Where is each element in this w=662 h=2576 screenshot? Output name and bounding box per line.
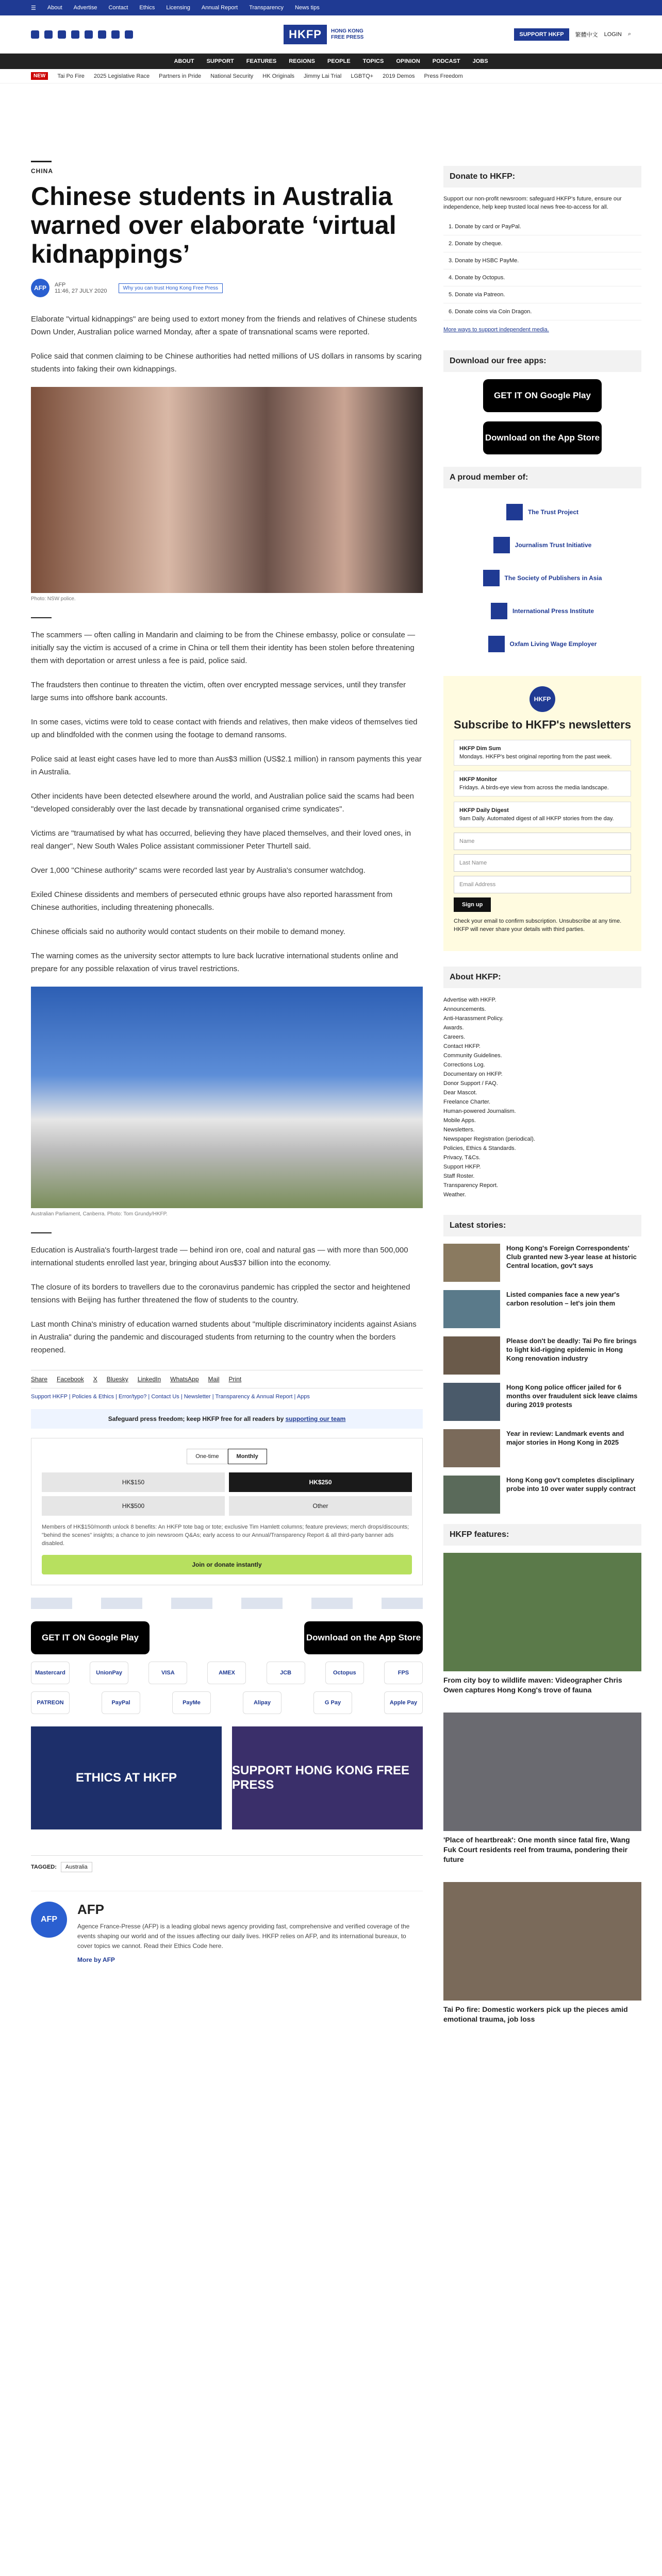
- member-title: A proud member of:: [443, 467, 641, 488]
- member-logo[interactable]: [443, 562, 641, 595]
- feature-story[interactable]: [443, 1553, 641, 1695]
- author-box: [31, 1891, 423, 1965]
- support-button[interactable]: SUPPORT HKFP: [514, 28, 569, 41]
- divider: [31, 617, 52, 618]
- trending-link[interactable]: Jimmy Lai Trial: [304, 73, 342, 79]
- features-title: HKFP features:: [443, 1524, 641, 1546]
- trending-link[interactable]: LGBTQ+: [351, 73, 374, 79]
- paypal-icon: PayPal: [102, 1691, 140, 1714]
- newsletter-option[interactable]: [454, 802, 631, 827]
- one-time-toggle[interactable]: One-time: [187, 1449, 227, 1464]
- byline: [31, 279, 423, 297]
- paragraph: Elaborate "virtual kidnappings" are being used to extort money from the friends and relatives of Chinese students Down Under, Australian police warned Monday, after a spate of transnational scams were reported.: [31, 315, 417, 336]
- story-thumbnail: [443, 1336, 500, 1375]
- about-link[interactable]: Awards.: [443, 1025, 464, 1031]
- sopa-icon: [483, 570, 500, 586]
- about-link[interactable]: Newsletters.: [443, 1127, 475, 1133]
- youtube-icon[interactable]: [71, 30, 79, 39]
- paragraph: Education is Australia's fourth-largest trade — behind iron ore, coal and natural gas — with more than 500,000 international students enrolled last year, bringing about Aus$37 billion into the economy.: [31, 1246, 408, 1267]
- patreon-icon: PATREON: [31, 1691, 70, 1714]
- donate-list: [443, 218, 641, 320]
- newsletter-title: Subscribe to HKFP's newsletters: [454, 718, 631, 731]
- trending-link[interactable]: Partners in Pride: [159, 73, 202, 79]
- paragraph: Police said at least eight cases have led to more than Aus$3 million (US$2.1 million) in ransom payments this year in Australia.: [31, 755, 422, 776]
- amex-icon: AMEX: [207, 1662, 246, 1684]
- apps-title: Download our free apps:: [443, 350, 641, 372]
- header-actions: [514, 28, 631, 41]
- paragraph: In some cases, victims were told to cease contact with friends and relatives, then make videos of themselves tied up and blindfolded with the conmen using the footage to demand ransoms.: [31, 718, 418, 739]
- feature-image: [443, 1553, 641, 1671]
- publish-date: 11:46, 27 JULY 2020: [55, 288, 107, 294]
- feature-story[interactable]: [443, 1882, 641, 2024]
- paragraph: Chinese officials said no authority would contact students on their mobile to demand money.: [31, 927, 345, 936]
- policy-links[interactable]: Support HKFP | Policies & Ethics | Error/typo? | Contact Us | Newsletter | Transparency & Annual Report | Apps: [31, 1394, 310, 1400]
- about-link[interactable]: Corrections Log.: [443, 1062, 485, 1068]
- google-play-button[interactable]: GET IT ON Google Play: [483, 379, 602, 412]
- jti-icon: [493, 537, 510, 553]
- paragraph: The warning comes as the university sector attempts to lure back lucrative international students online and prepare for any possible relaxation of virus travel restrictions.: [31, 952, 399, 973]
- topbar-advertise[interactable]: Advertise: [73, 5, 97, 11]
- hkfp-logo: HKFP: [529, 686, 555, 712]
- author-avatar[interactable]: AFP: [31, 279, 49, 297]
- about-link[interactable]: Contact HKFP.: [443, 1043, 481, 1049]
- newsletter-desc: 9am Daily. Automated digest of all HKFP stories from the day.: [459, 816, 614, 822]
- gpay-icon: G Pay: [313, 1691, 352, 1714]
- app-store-row: [31, 1621, 423, 1654]
- menu-icon[interactable]: ☰: [31, 5, 36, 11]
- paragraph: Exiled Chinese dissidents and members of persecuted ethnic groups have also reported harassment from Chinese authorities, including threatening phonecalls.: [31, 890, 393, 912]
- search-icon[interactable]: ⌕: [627, 31, 631, 37]
- latest-story[interactable]: [443, 1244, 641, 1282]
- threads-icon[interactable]: [85, 30, 93, 39]
- nav-opinion[interactable]: OPINION: [396, 58, 420, 64]
- facebook-icon[interactable]: [31, 30, 39, 39]
- newsletter-option[interactable]: [454, 771, 631, 796]
- mastercard-icon: Mastercard: [31, 1662, 70, 1684]
- photo-caption: Photo: NSW police.: [31, 596, 76, 602]
- photo-caption: Australian Parliament, Canberra. Photo: Tom Grundy/HKFP.: [31, 1211, 168, 1217]
- telegram-icon[interactable]: [98, 30, 106, 39]
- share-linkedin[interactable]: LinkedIn: [137, 1376, 161, 1383]
- category-label[interactable]: CHINA: [31, 167, 53, 175]
- rss-icon[interactable]: [125, 30, 133, 39]
- about-list: [443, 995, 641, 1199]
- article-title: Chinese students in Australia warned over elaborate ‘virtual kidnappings’: [31, 182, 396, 268]
- donate-option[interactable]: 1. Donate by card or PayPal.: [443, 218, 641, 235]
- unionpay-icon: UnionPay: [90, 1662, 128, 1684]
- payme-icon: PayMe: [172, 1691, 211, 1714]
- about-link[interactable]: Human-powered Journalism.: [443, 1108, 516, 1114]
- donate-option[interactable]: 3. Donate by HSBC PayMe.: [443, 252, 641, 269]
- last-name-field[interactable]: Last Name: [454, 854, 631, 872]
- latest-story[interactable]: [443, 1383, 641, 1421]
- language-link[interactable]: 繁體中文: [575, 31, 598, 38]
- donate-widget: [31, 1438, 423, 1585]
- trending-link[interactable]: HK Originals: [262, 73, 295, 79]
- tags-row: [31, 1855, 423, 1870]
- support-video[interactable]: SUPPORT HONG KONG FREE PRESS: [232, 1726, 423, 1829]
- fps-icon: FPS: [384, 1662, 423, 1684]
- more-ways-link[interactable]: More ways to support independent media.: [443, 327, 549, 333]
- member-logo[interactable]: [443, 529, 641, 562]
- latest-title: Latest stories:: [443, 1215, 641, 1236]
- story-title: Hong Kong gov't completes disciplinary probe into 10 over water supply contract: [506, 1476, 636, 1493]
- nav-support[interactable]: SUPPORT: [206, 58, 234, 64]
- paragraph: Police said that conmen claiming to be Chinese authorities had netted millions of US dollars in ransoms by scaring students into faking their own kidnappings.: [31, 352, 422, 374]
- paragraph: The closure of its borders to travellers due to the coronavirus pandemic has crippled the sector and heightened tensions with Beijing has further threatened the flow of students to the country.: [31, 1283, 410, 1304]
- login-link[interactable]: LOGIN: [604, 31, 622, 38]
- sidebar: [443, 83, 641, 2042]
- feature-story[interactable]: [443, 1713, 641, 1865]
- donate-title: Donate to HKFP:: [443, 166, 641, 188]
- x-icon[interactable]: [44, 30, 53, 39]
- story-title: Please don't be deadly: Tai Po fire brings to light kid-rigging epidemic in Hong Kong renovation industry: [506, 1337, 637, 1362]
- author-name: AFP: [77, 1902, 104, 1917]
- feature-title: 'Place of heartbreak': One month since fatal fire, Wang Fuk Court residents reel from trauma, pondering their future: [443, 1836, 630, 1863]
- logo-line-2: FREE PRESS: [330, 34, 364, 40]
- share-bar: [31, 1370, 423, 1388]
- author-bio: Agence France-Presse (AFP) is a leading global news agency providing fast, comprehensive and verified coverage of the events shaping our world and of the issues affecting our daily lives. HKFP relies on AFP, and its international bureaux, to cover topics we cannot. Read their Ethics Code here.: [77, 1923, 410, 1950]
- email-field[interactable]: Email Address: [454, 876, 631, 893]
- oxfam-icon: [488, 636, 505, 652]
- about-title: About HKFP:: [443, 967, 641, 988]
- trending-link[interactable]: National Security: [210, 73, 254, 79]
- latest-story[interactable]: [443, 1290, 641, 1328]
- story-title: Year in review: Landmark events and major stories in Hong Kong in 2025: [506, 1430, 624, 1446]
- about-link[interactable]: Announcements.: [443, 1006, 486, 1012]
- site-logo[interactable]: [284, 25, 363, 44]
- frequency-toggle: [42, 1449, 412, 1464]
- site-header: [0, 15, 662, 54]
- feature-title: From city boy to wildlife maven: Videographer Chris Owen captures Hong Kong's trove of fauna: [443, 1676, 622, 1694]
- safeguard-text: Safeguard press freedom; keep HKFP free for all readers by: [108, 1415, 286, 1422]
- member-name: Journalism Trust Initiative: [515, 541, 592, 549]
- feature-title: Tai Po fire: Domestic workers pick up the pieces amid emotional trauma, job loss: [443, 2005, 628, 2023]
- share-x[interactable]: X: [93, 1376, 97, 1383]
- story-thumbnail: [443, 1429, 500, 1467]
- nav-people[interactable]: PEOPLE: [327, 58, 351, 64]
- about-link[interactable]: Documentary on HKFP.: [443, 1071, 503, 1077]
- divider: [31, 161, 52, 162]
- tags-label: TAGGED:: [31, 1864, 57, 1870]
- partner-logo: [31, 1598, 72, 1609]
- membership-note: Members of HK$150/month unlock 8 benefits: An HKFP tote bag or tote; exclusive Tim Hamlett columns; feature previews; merch drops/discounts; "behind the scenes" insights; a chance to join newsroom Q&As; early access to our Annual/Transparency Report & all third-party banner ads disabled.: [42, 1524, 409, 1547]
- ethics-video[interactable]: ETHICS AT HKFP: [31, 1726, 222, 1829]
- author-avatar-large[interactable]: AFP: [31, 1902, 67, 1938]
- google-play-button[interactable]: GET IT ON Google Play: [31, 1621, 150, 1654]
- nav-regions[interactable]: REGIONS: [289, 58, 315, 64]
- donate-option[interactable]: 4. Donate by Octopus.: [443, 269, 641, 286]
- payment-methods-2: [31, 1691, 423, 1714]
- share-print[interactable]: Print: [228, 1376, 242, 1383]
- amount-options: [42, 1472, 412, 1516]
- more-by-author-link[interactable]: More by AFP: [77, 1956, 115, 1963]
- top-bar: [0, 0, 662, 15]
- nav-jobs[interactable]: JOBS: [472, 58, 488, 64]
- join-button[interactable]: Join or donate instantly: [42, 1555, 412, 1574]
- topbar-ethics[interactable]: Ethics: [139, 5, 155, 11]
- visa-icon: VISA: [148, 1662, 187, 1684]
- paragraph: Other incidents have been detected elsewhere around the world, and Australian police said the scams had been "developed considerably over the last decade by transnational organised crime syndicates".: [31, 792, 414, 814]
- latest-story[interactable]: [443, 1476, 641, 1514]
- partner-logo: [382, 1598, 423, 1609]
- article: [31, 83, 423, 2042]
- nav-features[interactable]: FEATURES: [246, 58, 277, 64]
- member-name: The Trust Project: [527, 509, 579, 516]
- about-link[interactable]: Community Guidelines.: [443, 1053, 502, 1059]
- jcb-icon: JCB: [267, 1662, 305, 1684]
- topbar-transparency[interactable]: Transparency: [249, 5, 284, 11]
- trending-link[interactable]: Press Freedom: [424, 73, 463, 79]
- instagram-icon[interactable]: [58, 30, 66, 39]
- safeguard-banner: [31, 1409, 423, 1429]
- app-store-button[interactable]: Download on the App Store: [483, 421, 602, 454]
- paragraph: The scammers — often calling in Mandarin and claiming to be from the Chinese embassy, police or consulate — initially say the victim is accused of a crime in China or tell them their identity has been stolen before threatening them with deportation or arrest unless a fee is paid, police said.: [31, 631, 416, 665]
- share-bluesky[interactable]: Bluesky: [106, 1376, 128, 1383]
- topbar-about[interactable]: About: [47, 5, 62, 11]
- story-thumbnail: [443, 1476, 500, 1514]
- topbar-licensing[interactable]: Licensing: [166, 5, 190, 11]
- about-link[interactable]: Freelance Charter.: [443, 1099, 491, 1105]
- topbar-news-tips[interactable]: News tips: [295, 5, 320, 11]
- nav-podcast[interactable]: PODCAST: [432, 58, 460, 64]
- monthly-toggle[interactable]: Monthly: [228, 1449, 267, 1464]
- app-store-button[interactable]: Download on the App Store: [304, 1621, 423, 1654]
- paragraph: The fraudsters then continue to threaten the victim, often over encrypted message services, until they transfer large sums into offshore bank accounts.: [31, 681, 406, 702]
- logo-text: [331, 28, 363, 41]
- nav-topics[interactable]: TOPICS: [362, 58, 384, 64]
- author-info: [77, 1902, 423, 1965]
- article-photo: [31, 387, 423, 593]
- payment-methods-1: [31, 1662, 423, 1684]
- octopus-icon: Octopus: [325, 1662, 364, 1684]
- feature-image: [443, 1713, 641, 1831]
- about-link[interactable]: Newspaper Registration (periodical).: [443, 1136, 535, 1142]
- newsletter-desc: Mondays. HKFP's best original reporting from the past week.: [459, 754, 612, 760]
- tag[interactable]: Australia: [61, 1862, 92, 1872]
- about-link[interactable]: Advertise with HKFP.: [443, 997, 496, 1003]
- amount-option[interactable]: Other: [229, 1496, 412, 1516]
- trending-link[interactable]: 2025 Legislative Race: [93, 73, 150, 79]
- about-link[interactable]: Dear Mascot.: [443, 1090, 477, 1096]
- about-link[interactable]: Anti-Harassment Policy.: [443, 1015, 504, 1022]
- member-name: International Press Institute: [512, 607, 594, 615]
- story-thumbnail: [443, 1244, 500, 1282]
- topbar-contact[interactable]: Contact: [108, 5, 128, 11]
- partner-logo: [241, 1598, 283, 1609]
- donate-option[interactable]: 6. Donate coins via Coin Dragon.: [443, 303, 641, 320]
- paragraph: Last month China's ministry of education warned students about "multiple discriminatory incidents against Asians in Australia" during the pandemic and discouraged students from returning to the country when the borders reopened.: [31, 1320, 417, 1354]
- name-field[interactable]: Name: [454, 833, 631, 850]
- share-label: Share: [31, 1376, 48, 1383]
- mail-icon[interactable]: [111, 30, 120, 39]
- partner-logo: [311, 1598, 353, 1609]
- signup-button[interactable]: Sign up: [454, 897, 491, 912]
- share-mail[interactable]: Mail: [208, 1376, 220, 1383]
- promo-videos: [31, 1726, 423, 1829]
- about-link[interactable]: Privacy, T&Cs.: [443, 1155, 481, 1161]
- story-thumbnail: [443, 1383, 500, 1421]
- divider: [31, 1232, 52, 1233]
- trending-link[interactable]: Tai Po Fire: [57, 73, 85, 79]
- author-name[interactable]: AFP: [55, 282, 66, 288]
- member-logo[interactable]: [443, 496, 641, 529]
- about-link[interactable]: Careers.: [443, 1034, 466, 1040]
- newsletter-widget: [443, 676, 641, 951]
- donate-option[interactable]: 2. Donate by cheque.: [443, 235, 641, 252]
- paragraph: Over 1,000 "Chinese authority" scams were recorded last year by Australia's consumer watchdog.: [31, 866, 366, 875]
- about-link[interactable]: Donor Support / FAQ.: [443, 1080, 498, 1087]
- safeguard-link[interactable]: supporting our team: [285, 1415, 346, 1422]
- social-links: [31, 30, 133, 39]
- nav-about[interactable]: ABOUT: [174, 58, 194, 64]
- latest-story[interactable]: [443, 1336, 641, 1375]
- about-link[interactable]: Weather.: [443, 1192, 466, 1198]
- newsletter-note: Check your email to confirm subscription. Unsubscribe at any time. HKFP will never share your details with third parties.: [454, 918, 622, 933]
- amount-option-selected[interactable]: HK$250: [229, 1472, 412, 1492]
- applepay-icon: Apple Pay: [384, 1691, 423, 1714]
- trust-project-icon: [506, 504, 523, 520]
- feature-image: [443, 1882, 641, 2001]
- share-facebook[interactable]: Facebook: [57, 1376, 84, 1383]
- story-title: Hong Kong police officer jailed for 6 months over fraudulent sick leave claims during 2019 protests: [506, 1383, 638, 1409]
- logo-line-1: HONG KONG: [330, 28, 363, 34]
- about-link[interactable]: Policies, Ethics & Standards.: [443, 1145, 516, 1151]
- newsletter-name: HKFP Monitor: [459, 776, 498, 783]
- member-name: Oxfam Living Wage Employer: [509, 640, 597, 648]
- story-title: Listed companies face a new year's carbon resolution – let's join them: [506, 1291, 620, 1307]
- member-logo[interactable]: [443, 595, 641, 628]
- donate-text: Support our non-profit newsroom: safeguard HKFP's future, ensure our independence, help keep trusted local news free-to-access for all.: [443, 196, 622, 210]
- story-thumbnail: [443, 1290, 500, 1328]
- new-badge: NEW: [31, 72, 48, 80]
- amount-option[interactable]: HK$500: [42, 1496, 225, 1516]
- trending-bar: [0, 69, 662, 83]
- about-link[interactable]: Transparency Report.: [443, 1182, 498, 1189]
- about-link[interactable]: Staff Roster.: [443, 1173, 475, 1179]
- trust-badge[interactable]: Why you can trust Hong Kong Free Press: [119, 283, 223, 293]
- ipi-icon: [491, 603, 507, 619]
- about-link[interactable]: Support HKFP.: [443, 1164, 481, 1170]
- partner-logos: [31, 1598, 423, 1609]
- newsletter-name: HKFP Dim Sum: [459, 745, 501, 752]
- partner-logo: [171, 1598, 212, 1609]
- article-photo: [31, 987, 423, 1208]
- share-whatsapp[interactable]: WhatsApp: [170, 1376, 199, 1383]
- main-nav: [0, 54, 662, 69]
- topbar-annual-report[interactable]: Annual Report: [201, 5, 238, 11]
- trending-link[interactable]: 2019 Demos: [383, 73, 415, 79]
- newsletter-name: HKFP Daily Digest: [459, 807, 509, 814]
- newsletter-desc: Fridays. A birds-eye view from across the media landscape.: [459, 785, 609, 791]
- logo-mark: HKFP: [284, 25, 327, 44]
- member-name: The Society of Publishers in Asia: [504, 574, 602, 582]
- partner-logo: [101, 1598, 142, 1609]
- member-logo[interactable]: [443, 628, 641, 660]
- newsletter-option[interactable]: [454, 740, 631, 766]
- alipay-icon: Alipay: [243, 1691, 282, 1714]
- donate-option[interactable]: 5. Donate via Patreon.: [443, 286, 641, 303]
- about-link[interactable]: Mobile Apps.: [443, 1117, 476, 1124]
- story-title: Hong Kong's Foreign Correspondents' Club granted new 3-year lease at historic Central location, gov't says: [506, 1244, 637, 1269]
- page-body: [0, 83, 662, 2042]
- byline-text: [55, 282, 107, 294]
- paragraph: Victims are "traumatised by what has occurred, believing they have placed themselves, and their loved ones, in real danger", New South Wales Police assistant commissioner Peter Thurtell said.: [31, 829, 411, 851]
- amount-option[interactable]: HK$150: [42, 1472, 225, 1492]
- latest-story[interactable]: [443, 1429, 641, 1467]
